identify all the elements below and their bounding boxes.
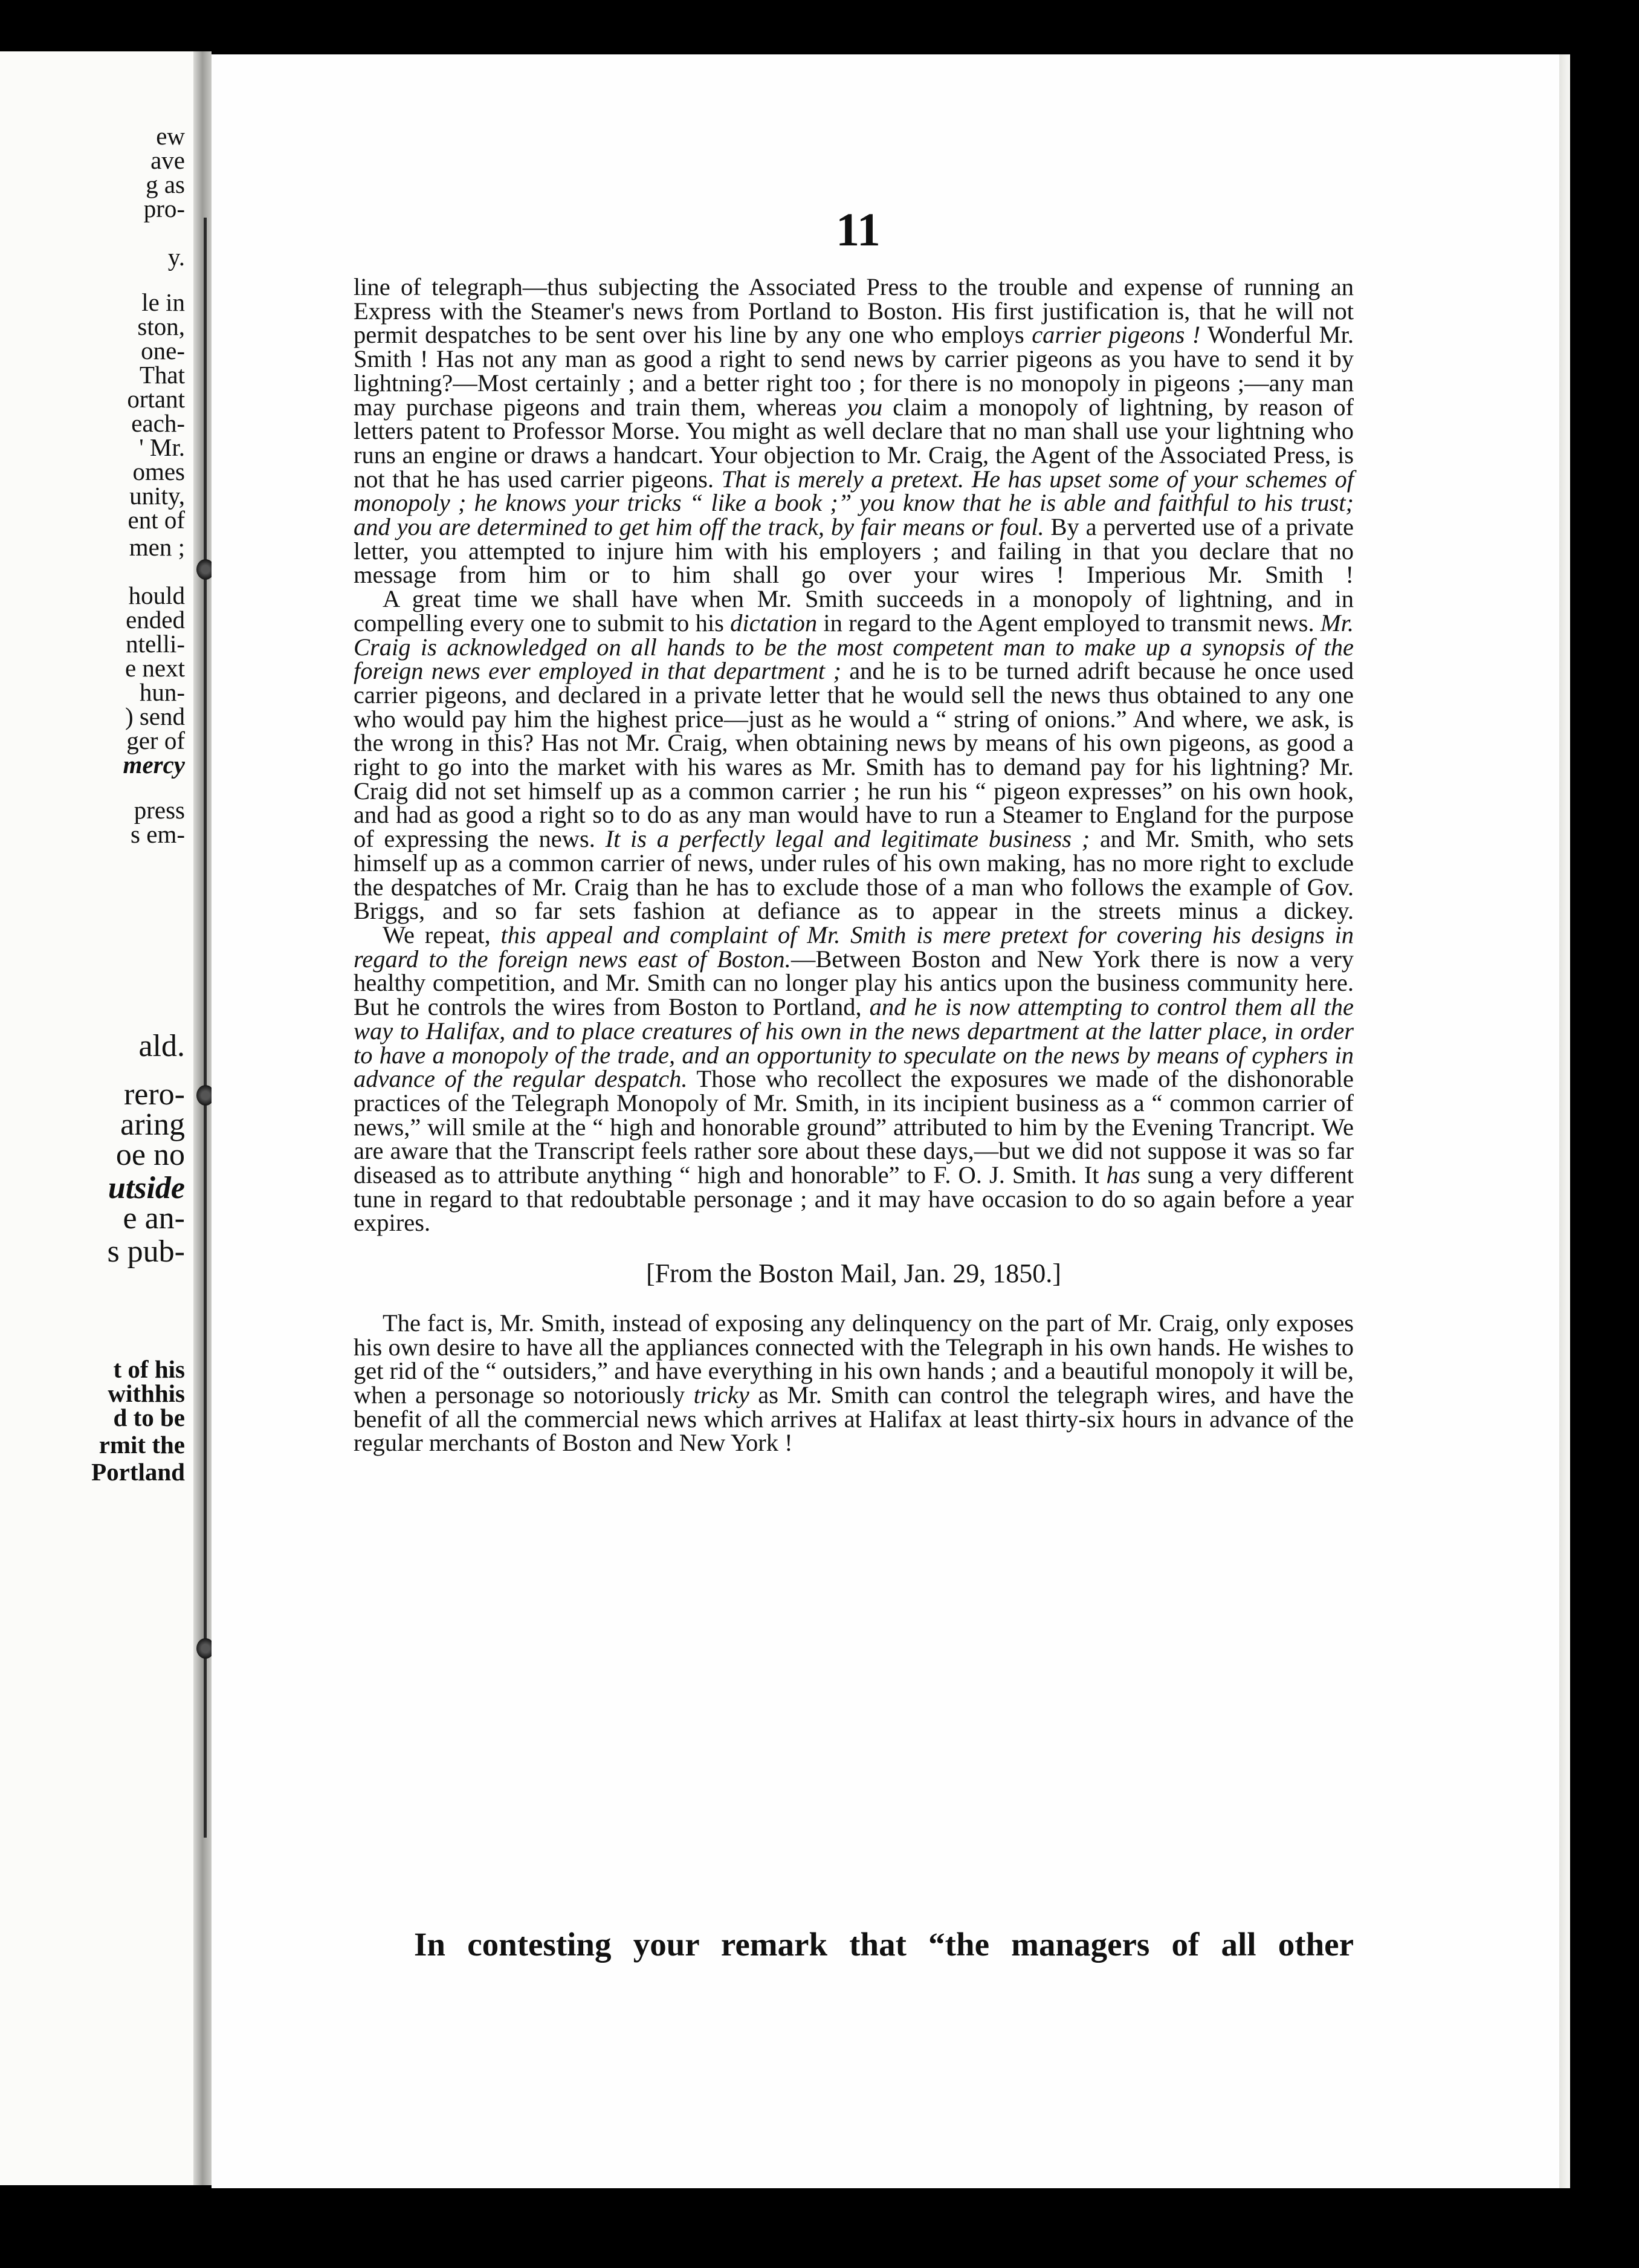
left-page-fragment: each- — [131, 409, 185, 437]
left-page-fragment: hould — [128, 582, 185, 609]
italic-run: dictation — [730, 609, 818, 637]
left-page-fragment: ' Mr. — [139, 433, 185, 461]
italic-run: That is merely a pretext. He has upset some of your schemes of monopoly ; he knows your tricks “ like a book ;” you know that he is able and faithful to his trust; and you are determined to get him off the track, by fair means or foul. — [354, 465, 1354, 541]
citation-heading: [From the Boston Mail, Jan. 29, 1850.] — [646, 1259, 1061, 1289]
text-run: and he is to be turned adrift because he once used carrier pigeons, and declared in a private letter that he would sell the news thus obtained to any one who would pay him the highest price—just as he would a “ string of onions.” And where, we ask, is the wrong in this? Has not Mr. Craig, when obtaining news by means of his own pigeons, as good a right to go into the market with his wares as Mr. Smith has to demand pay for his lightning? Mr. Craig did not set himself up as a common carrier ; he run his “ pigeon expresses” on his own hook, and had as good a right so to do as any man would have to run a Steamer to England for the purpose of expressing the news. — [354, 657, 1354, 853]
left-page-fragment: aring — [120, 1107, 185, 1142]
text-run: Those who recollect the exposures we made of the dishonorable practices of the Telegraph Monopoly of Mr. Smith, in its incipient business as a “ common carrier of news,” will smile at the “ high and honorable ground” attributed to him by the Evening Trancript. We are aware that the Transcript feels rather sore about these days,—but we did not suppose it was so far diseased as to attribute anything “ high and honorable” to F. O. J. Smith. It — [354, 1065, 1354, 1189]
left-page-fragment: ew — [156, 122, 185, 150]
left-page-fragment: ) send — [124, 702, 185, 730]
left-page-fragment: t of his — [113, 1355, 185, 1383]
left-page-fragment: Portland — [91, 1458, 185, 1486]
left-page-fragment: g as — [146, 170, 185, 198]
left-page-fragment: ortant — [127, 385, 185, 413]
left-page-fragment: men ; — [129, 533, 185, 561]
left-page-fragment: rmit the — [99, 1431, 185, 1459]
left-page-fragment: omes — [132, 458, 185, 485]
text-run: as Mr. Smith can control the telegraph wires, and have the benefit of all the commercial news which arrives at Halifax at least thirty-six hours in advance of the regular merchants of Boston and New York ! — [354, 1381, 1354, 1457]
paragraph-2 — [354, 587, 1354, 923]
text-run: and Mr. Smith, who sets himself up as a common carrier of news, under rules of his own making, has no more right to exclude the despatches of Mr. Craig than he has to exclude those of a man who follows the example of Gov. Briggs, and so far sets fashion at defiance as to appear in the streets minus a dickey. — [354, 825, 1354, 925]
italic-run: carrier pigeons ! — [1032, 321, 1201, 349]
italic-run: Mr. Craig is acknowledged on all hands to be the most competent man to make up a synopsis of the foreign news ever employed in that department ; — [354, 609, 1354, 685]
paragraph-3 — [354, 923, 1354, 1235]
left-page-fragment: That — [139, 361, 185, 389]
page-edge-shadow — [1559, 54, 1570, 2188]
text-run: line of telegraph—thus subjecting the Associated Press to the trouble and expense of running an Express with the Steamer's news from Portland to Boston. His first justification is, that he will not permit despatches to be sent over his line by any one who employs — [354, 273, 1354, 349]
book-gutter — [193, 51, 212, 2185]
left-page-fragment: ave — [150, 146, 185, 174]
left-page-fragment: e next — [124, 654, 185, 682]
left-page-fragment: oe no — [115, 1138, 185, 1172]
left-page-fragment: withhis — [108, 1379, 185, 1407]
left-page-fragment: press — [134, 796, 185, 824]
left-page-fragment: ston, — [137, 313, 185, 340]
left-page-fragment: s em- — [131, 820, 185, 848]
left-page-fragment: ger of — [126, 727, 185, 754]
italic-run: It is a perfectly legal and legitimate business ; — [605, 825, 1090, 853]
text-run: Wonderful Mr. Smith ! Has not any man as good a right to send news by carrier pigeons as you have to send it by lightning?—Most certainly ; and a better right too ; for there is no monopoly in pigeons ;—any man may purchase pigeons and train them, whereas — [354, 321, 1354, 421]
left-page-fragment: e an- — [123, 1201, 185, 1236]
text-run: in regard to the Agent employed to transmit news. — [817, 609, 1321, 637]
italic-run: has — [1106, 1161, 1140, 1189]
left-page-fragment: y. — [167, 243, 185, 271]
left-page-fragment: unity, — [129, 482, 185, 510]
left-page-fragment: le in — [141, 288, 185, 316]
left-page-fragment: one- — [141, 337, 185, 364]
left-page-fragment: pro- — [143, 195, 185, 222]
left-page-fragment: ended — [126, 606, 185, 633]
left-page-fragment: ent of — [128, 506, 185, 534]
left-page-fragment: rero- — [123, 1077, 185, 1112]
italic-run: and he is now attempting to control them all the way to Halifax, and to place creatures of his own in the news department at the latter place, in order to have a monopoly of the trade, and an opportunity to speculate on the news by means of cyphers in advance of the regular despatch. — [354, 993, 1354, 1093]
mail-paragraph — [354, 1311, 1354, 1455]
text-run: By a perverted use of a private letter, you attempted to injure him with his employers ; and failing in that you declare that no message from him or to him shall go over your wires ! Imperious Mr. Smith ! — [354, 513, 1354, 589]
text-run: sung a very different tune in regard to that redoubtable personage ; and it may have occasion to do so again before a year expires. — [354, 1161, 1354, 1237]
italic-run: tricky — [693, 1381, 749, 1408]
left-page-fragment: s pub- — [107, 1234, 185, 1269]
italic-run: you — [847, 393, 883, 421]
left-page-fragment: utside — [108, 1171, 185, 1205]
italic-run: this appeal and complaint of Mr. Smith is mere pretext for covering his designs in regard to the foreign news east of Boston. — [354, 921, 1354, 973]
text-run: —Between Boston and New York there is now a very healthy competition, and Mr. Smith can no longer play his antics upon the business community here. But he controls the wires from Boston to Portland, — [354, 945, 1354, 1021]
left-page-fragment: mercy — [123, 751, 185, 779]
left-page-fragment: hun- — [139, 678, 185, 706]
body-text — [354, 275, 1354, 1455]
text-run: The fact is, Mr. Smith, instead of exposing any delinquency on the part of Mr. Craig, only exposes his own desire to have all the appliances connected with the Telegraph in his own hands. He wishes to get rid of the “ outsiders,” and have everything in his own hands ; and a beautiful monopoly it will be, when a personage so notoriously — [354, 1309, 1354, 1408]
left-page-fragment: ntelli- — [126, 630, 185, 658]
paragraph-1 — [354, 275, 1354, 587]
previous-page-fragment — [0, 51, 193, 2185]
text-run: claim a monopoly of lightning, by reason of letters patent to Professor Morse. You might as well declare that no man shall use your lightning who runs an engine or draws a handcart. Your objection to Mr. Craig, the Agent of the Associated Press, is not that he has used carrier pigeons. — [354, 393, 1354, 493]
page-number: 11 — [836, 203, 881, 256]
final-line: In contesting your remark that “the managers of all other — [414, 1926, 1354, 1963]
text-run: We repeat, — [383, 921, 501, 948]
text-run: A great time we shall have when Mr. Smith succeeds in a monopoly of lightning, and in compelling every one to submit to his — [354, 585, 1354, 637]
left-page-fragment: d to be — [113, 1404, 185, 1431]
binding-thread — [204, 218, 207, 1838]
left-page-fragment: ald. — [138, 1029, 185, 1063]
